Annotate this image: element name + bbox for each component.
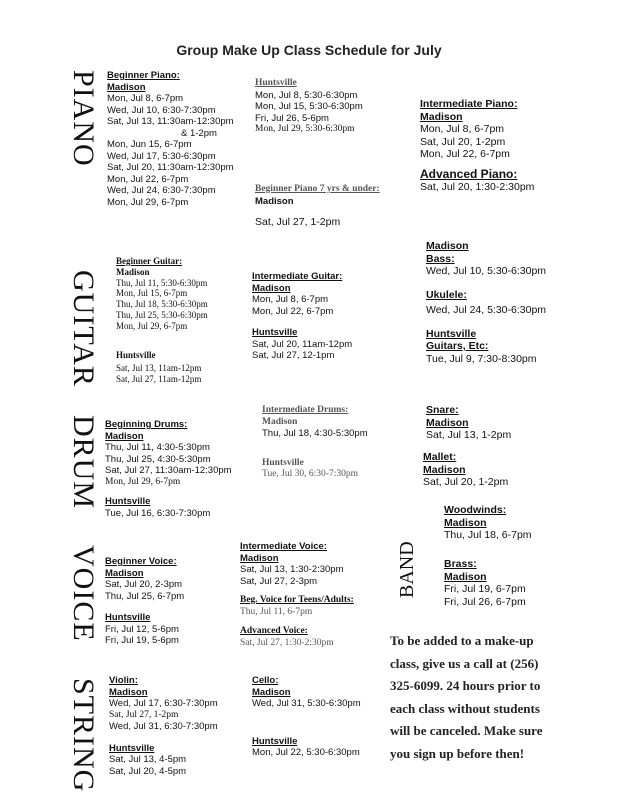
- schedule-line: Mon, Jul 29, 5:30-6:30pm: [255, 124, 355, 134]
- guitars-etc-heading: Guitars, Etc:: [426, 340, 489, 352]
- schedule-line: Mon, Jul 8, 6-7pm: [420, 123, 505, 135]
- schedule-line: Thu, Jul 25, 4:30-5:30pm: [105, 453, 211, 465]
- beginner-piano-7yrs-block: [255, 184, 380, 229]
- schedule-line: Fri, Jul 26, 6-7pm: [444, 595, 526, 608]
- advanced-piano-block: [420, 167, 534, 194]
- beginner-guitar-location: Madison: [116, 266, 150, 277]
- schedule-line: Mon, Jul 22, 5:30-6:30pm: [252, 747, 360, 758]
- note-line: each class without students: [390, 700, 540, 716]
- intermediate-piano-heading: Intermediate Piano:: [420, 98, 518, 110]
- bass-heading: Bass:: [426, 252, 455, 265]
- intermediate-piano-block: [420, 98, 517, 161]
- beginning-drums-block: [105, 419, 232, 519]
- schedule-line: Wed, Jul 17, 5:30-6:30pm: [107, 150, 216, 162]
- violin-huntsville-heading: Huntsville: [109, 742, 155, 754]
- schedule-line: Tue, Jul 30, 6:30-7:30pm: [262, 469, 358, 479]
- schedule-line: Thu, Jul 18, 4:30-5:30pm: [262, 428, 368, 439]
- beginning-drums-huntsville-heading: Huntsville: [105, 496, 151, 507]
- brass-heading: Brass:: [444, 558, 477, 570]
- schedule-line: & 1-2pm: [181, 127, 217, 139]
- guitar-right-block: [426, 240, 546, 365]
- section-label-guitar: GUITAR: [67, 270, 100, 387]
- snare-block: [426, 404, 511, 442]
- intermediate-voice-location: Madison: [240, 552, 279, 564]
- schedule-line: Mon, Jul 15, 5:30-6:30pm: [255, 101, 363, 112]
- schedule-line: Mon, Jul 29, 6-7pm: [107, 196, 189, 208]
- advanced-piano-heading: Advanced Piano:: [420, 167, 518, 181]
- schedule-line: Mon, Jul 15, 6-7pm: [116, 288, 188, 299]
- piano-huntsville-block: [255, 78, 363, 136]
- schedule-line: Sat, Jul 13, 1-2pm: [426, 429, 512, 441]
- beginner-piano-block: [107, 70, 234, 208]
- beginner-piano-7yrs-heading: Beginner Piano 7 yrs & under:: [255, 184, 380, 194]
- schedule-line: Sat, Jul 13, 11am-12pm: [116, 363, 202, 374]
- woodwinds-location: Madison: [444, 516, 487, 529]
- schedule-line: Sat, Jul 13, 4-5pm: [109, 754, 187, 765]
- violin-block: [109, 675, 218, 777]
- woodwinds-heading: Woodwinds:: [444, 504, 507, 516]
- snare-heading: Snare:: [426, 404, 459, 416]
- schedule-line: Mon, Jul 22, 6-7pm: [107, 173, 189, 185]
- section-label-band: BAND: [396, 541, 418, 598]
- section-label-drum: DRUM: [67, 415, 100, 510]
- mallet-location: Madison: [423, 463, 466, 476]
- schedule-line: Mon, Jul 8, 6-7pm: [252, 294, 329, 305]
- madison-heading: Madison: [426, 240, 469, 252]
- schedule-line: Sat, Jul 20, 11:30am-12:30pm: [107, 162, 234, 173]
- beginning-drums-location: Madison: [105, 430, 144, 442]
- schedule-line: Thu, Jul 18, 6-7pm: [444, 529, 532, 541]
- cello-location: Madison: [252, 686, 291, 698]
- schedule-line: Sat, Jul 20, 11am-12pm: [252, 338, 353, 350]
- schedule-line: Sat, Jul 20, 1-2pm: [420, 135, 506, 148]
- schedule-line: Sat, Jul 20, 4-5pm: [109, 765, 187, 777]
- schedule-line: Sat, Jul 13, 11:30am-12:30pm: [107, 116, 234, 127]
- beginner-voice-block: [105, 556, 184, 647]
- schedule-line: Wed, Jul 10, 6:30-7:30pm: [107, 104, 216, 116]
- schedule-line: Sat, Jul 20, 1:30-2:30pm: [420, 181, 535, 193]
- note-line: 325-6099. 24 hours prior to: [390, 678, 541, 693]
- intermediate-guitar-block: [252, 271, 352, 362]
- schedule-line: Thu, Jul 25, 6-7pm: [105, 590, 185, 602]
- schedule-line: Mon, Jul 29, 6-7pm: [116, 320, 188, 331]
- intermediate-voice-block: [240, 541, 354, 649]
- schedule-line: Wed, Jul 17, 6:30-7:30pm: [109, 698, 218, 709]
- schedule-line: Tue, Jul 16, 6:30-7:30pm: [105, 507, 211, 519]
- beginner-piano-location: Madison: [107, 81, 146, 93]
- schedule-line: Fri, Jul 19, 6-7pm: [444, 583, 526, 595]
- schedule-line: Sat, Jul 20, 2-3pm: [105, 579, 183, 590]
- schedule-line: Sat, Jul 13, 1:30-2:30pm: [240, 564, 344, 575]
- teen-adult-voice-heading: Beg. Voice for Teens/Adults:: [240, 595, 354, 605]
- schedule-line: Sat, Jul 27, 1-2pm: [255, 216, 341, 228]
- intermediate-guitar-heading: Intermediate Guitar:: [252, 271, 343, 282]
- woodwinds-block: [444, 504, 532, 542]
- piano-huntsville-heading: Huntsville: [255, 78, 297, 88]
- violin-location: Madison: [109, 686, 148, 698]
- beginner-guitar-block: [116, 256, 208, 385]
- note-line: To be added to a make-up: [390, 633, 534, 648]
- cello-heading: Cello:: [252, 675, 279, 686]
- schedule-line: Mon, Jul 22, 6-7pm: [252, 305, 334, 317]
- schedule-line: Mon, Jul 8, 6-7pm: [107, 93, 184, 104]
- mallet-block: [423, 451, 508, 489]
- section-label-piano: PIANO: [67, 70, 100, 167]
- schedule-line: Sat, Jul 27, 12-1pm: [252, 350, 335, 361]
- beginner-piano-7yrs-location: Madison: [255, 195, 294, 207]
- note-line: will be canceled. Make sure: [390, 723, 543, 738]
- beginner-voice-location: Madison: [105, 567, 144, 579]
- page-title: Group Make Up Class Schedule for July: [176, 42, 442, 58]
- beginner-guitar-heading: Beginner Guitar:: [116, 256, 183, 266]
- intermediate-drums-block: [262, 405, 368, 481]
- schedule-line: Mon, Jul 8, 5:30-6:30pm: [255, 89, 358, 101]
- schedule-line: Wed, Jul 24, 6:30-7:30pm: [107, 185, 216, 196]
- beginner-voice-heading: Beginner Voice:: [105, 556, 177, 567]
- brass-block: [444, 558, 526, 608]
- schedule-line: Sat, Jul 20, 1-2pm: [423, 476, 509, 488]
- schedule-line: Mon, Jul 29, 6-7pm: [105, 476, 181, 487]
- schedule-line: Thu, Jul 11, 6-7pm: [240, 606, 313, 617]
- intermediate-drums-location: Madison: [262, 416, 298, 427]
- schedule-line: Wed, Jul 31, 5:30-6:30pm: [252, 698, 361, 709]
- schedule-line: Sat, Jul 27, 1:30-2:30pm: [240, 637, 334, 648]
- intermediate-guitar-huntsville-heading: Huntsville: [252, 327, 298, 338]
- beginning-drums-heading: Beginning Drums:: [105, 419, 188, 430]
- beginner-guitar-huntsville-heading: Huntsville: [116, 349, 156, 360]
- beginner-voice-huntsville-heading: Huntsville: [105, 612, 151, 623]
- violin-heading: Violin:: [109, 675, 138, 686]
- schedule-line: Thu, Jul 25, 5:30-6:30pm: [116, 309, 208, 320]
- intermediate-drums-heading: Intermediate Drums:: [262, 405, 349, 415]
- schedule-line: Wed, Jul 10, 5:30-6:30pm: [426, 265, 547, 277]
- intermediate-piano-location: Madison: [420, 110, 463, 123]
- schedule-line: Wed, Jul 31, 6:30-7:30pm: [109, 721, 218, 732]
- schedule-line: Fri, Jul 12, 5-6pm: [105, 623, 179, 635]
- note-line: class, give us a call at (256): [390, 655, 539, 671]
- schedule-line: Wed, Jul 24, 5:30-6:30pm: [426, 304, 547, 316]
- cello-huntsville-heading: Huntsville: [252, 735, 298, 747]
- schedule-line: Sat, Jul 27, 11:30am-12:30pm: [105, 465, 232, 476]
- beginner-piano-heading: Beginner Piano:: [107, 70, 180, 81]
- schedule-line: Tue, Jul 9, 7:30-8:30pm: [426, 352, 537, 365]
- note-line: you sign up before then!: [390, 745, 525, 761]
- schedule-line: Sat, Jul 27, 1-2pm: [109, 709, 179, 720]
- signup-note: [390, 630, 590, 765]
- intermediate-guitar-location: Madison: [252, 282, 291, 294]
- schedule-line: Fri, Jul 19, 5-6pm: [105, 635, 179, 646]
- advanced-voice-heading: Advanced Voice:: [240, 626, 308, 636]
- cello-block: [252, 675, 361, 759]
- ukulele-heading: Ukulele:: [426, 288, 467, 301]
- schedule-line: Sat, Jul 27, 2-3pm: [240, 575, 318, 587]
- schedule-line: Sat, Jul 27, 11am-12pm: [116, 374, 202, 385]
- schedule-line: Mon, Jun 15, 6-7pm: [107, 139, 192, 150]
- huntsville-heading: Huntsville: [426, 327, 477, 340]
- schedule-line: Thu, Jul 18, 5:30-6:30pm: [116, 299, 208, 310]
- schedule-line: Thu, Jul 11, 4:30-5:30pm: [105, 442, 210, 453]
- intermediate-drums-huntsville-heading: Huntsville: [262, 457, 304, 468]
- section-label-voice: VOICE: [67, 545, 100, 642]
- section-label-string: STRING: [67, 678, 100, 793]
- mallet-heading: Mallet:: [423, 451, 457, 463]
- schedule-line: Fri, Jul 26, 5-6pm: [255, 112, 329, 124]
- snare-location: Madison: [426, 416, 469, 429]
- brass-location: Madison: [444, 570, 487, 583]
- intermediate-voice-heading: Intermediate Voice:: [240, 541, 327, 552]
- schedule-line: Thu, Jul 11, 5:30-6:30pm: [116, 277, 208, 288]
- schedule-line: Mon, Jul 22, 6-7pm: [420, 148, 510, 160]
